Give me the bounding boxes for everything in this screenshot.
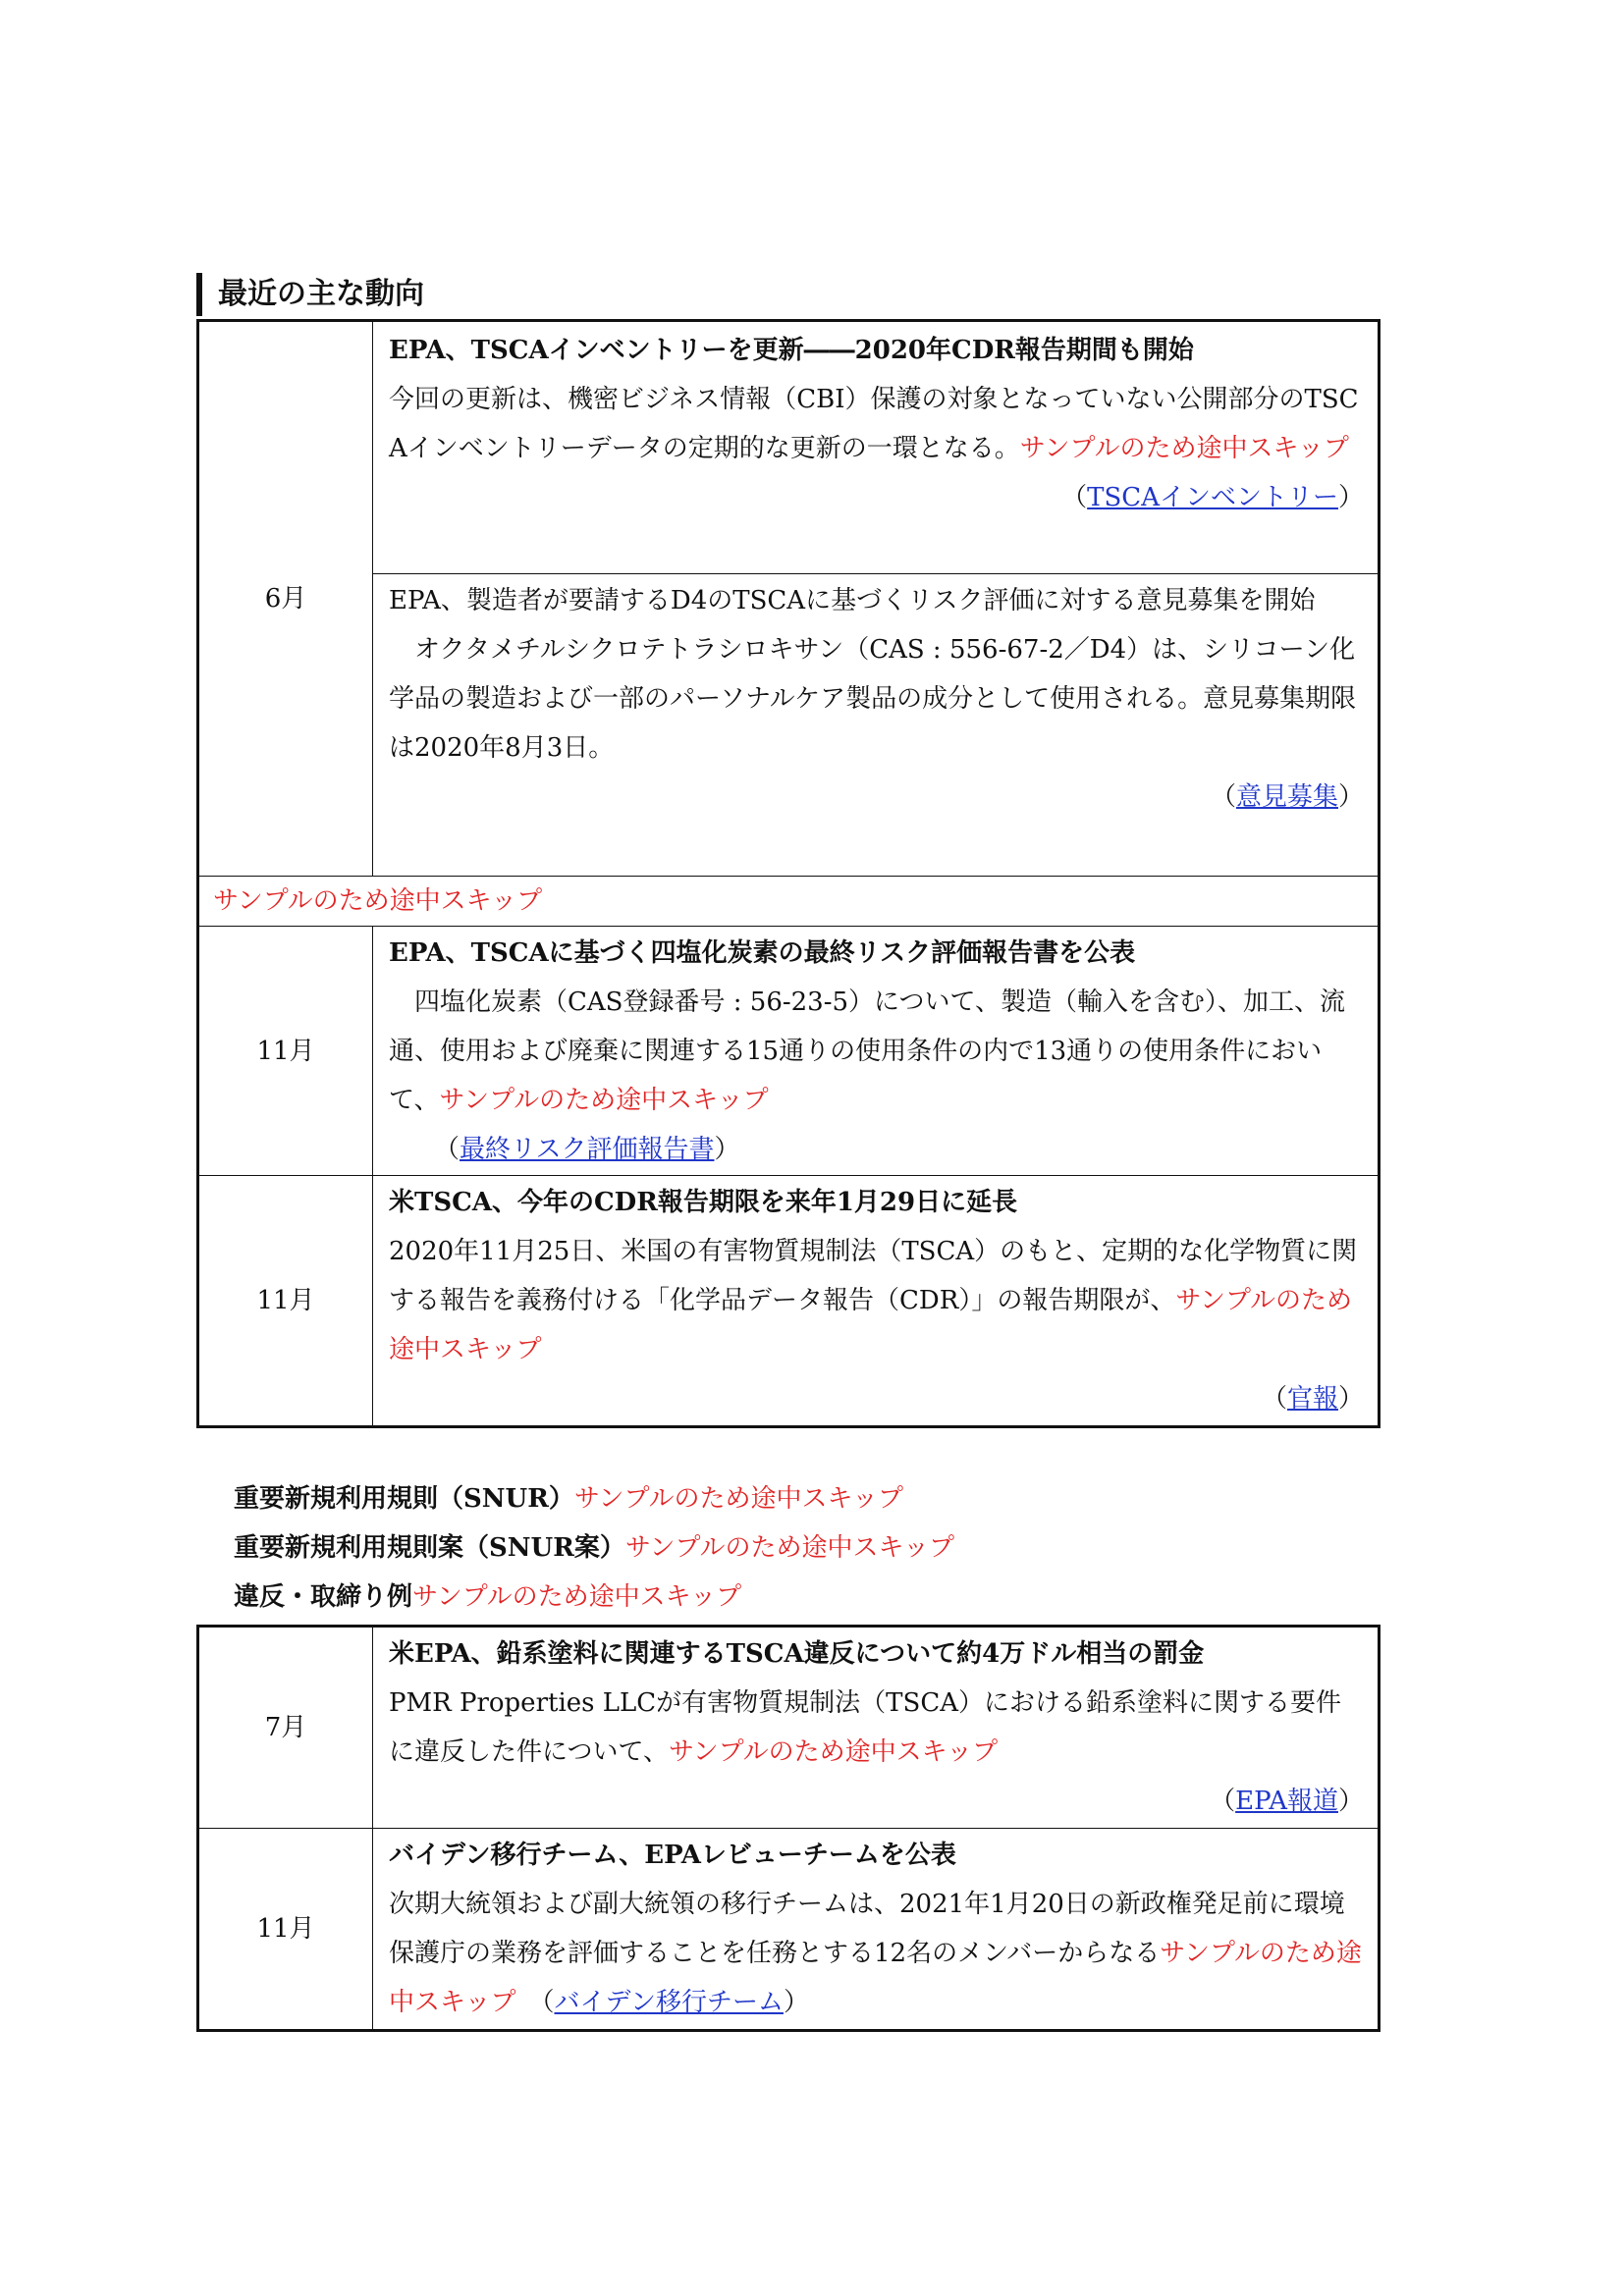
table-row	[198, 877, 1380, 927]
news-item	[373, 574, 1380, 877]
news-item-body: PMR Properties LLCが有害物質規制法（TSCA）における鉛系塗料に関する要件に違反した件について、サンプルのため途中スキップ	[389, 1688, 1341, 1767]
table-row	[198, 1176, 1380, 1427]
news-table-main	[196, 319, 1380, 1428]
biden-transition-link[interactable]: バイデン移行チーム	[554, 1988, 784, 2017]
news-item-body: 四塩化炭素（CAS登録番号 : 56-23-5）について、製造（輸入を含む）、加工、流通、使用および廃棄に関連する15通りの使用条件の内で13通りの使用条件において、サンプルのため途中スキップ	[389, 988, 1346, 1115]
month-cell: 11月	[198, 1176, 373, 1427]
sub-section-label: 重要新規利用規則（SNUR）	[234, 1484, 574, 1514]
sub-section-item	[234, 1523, 1373, 1573]
month-cell: 7月	[198, 1627, 373, 1829]
news-item-title: 米EPA、鉛系塗料に関連するTSCA違反について約4万ドル相当の罰金	[389, 1639, 1205, 1669]
news-item-title: バイデン移行チーム、EPAレビューチームを公表	[389, 1841, 956, 1870]
skip-note: サンプルのため途中スキップ	[439, 1086, 769, 1115]
epa-press-link[interactable]: EPA報道	[1235, 1787, 1338, 1816]
skip-note: サンプルのため途中スキップ	[624, 1533, 954, 1563]
table-row	[198, 1829, 1380, 2031]
sub-section-item	[234, 1573, 1373, 1622]
federal-register-link[interactable]: 官報	[1286, 1384, 1338, 1414]
table-row	[198, 574, 1380, 877]
news-item-title: EPA、製造者が要請するD4のTSCAに基づくリスク評価に対する意見募集を開始	[389, 586, 1316, 615]
news-item	[373, 1176, 1380, 1427]
skip-note: サンプルのため途中スキップ	[412, 1582, 742, 1612]
sub-section-label: 重要新規利用規則案（SNUR案）	[234, 1533, 625, 1563]
table-row	[198, 927, 1380, 1176]
news-table-violations	[196, 1625, 1380, 2032]
sub-section-item	[234, 1474, 1373, 1523]
news-item-title: EPA、TSCAインベントリーを更新――2020年CDR報告期間も開始	[389, 336, 1194, 365]
month-cell: 11月	[198, 927, 373, 1176]
news-item-body: オクタメチルシクロテトラシロキサン（CAS : 556-67-2／D4）は、シリコーン化学品の製造および一部のパーソナルケア製品の成分として使用される。意見募集期限は2020年8月3日。	[389, 635, 1357, 763]
table-row	[198, 1627, 1380, 1829]
table-row	[198, 321, 1380, 574]
link-line: （意見募集）	[1210, 782, 1364, 812]
section-heading: 最近の主な動向	[196, 273, 424, 316]
final-risk-report-link[interactable]: 最終リスク評価報告書	[460, 1135, 715, 1164]
news-item	[373, 1627, 1380, 1829]
news-item	[373, 1829, 1380, 2031]
skip-note: サンプルのため途中スキップ	[1019, 434, 1349, 463]
link-line: （最終リスク評価報告書）	[434, 1135, 740, 1164]
month-cell: 11月	[198, 1829, 373, 2031]
skip-row: サンプルのため途中スキップ	[198, 877, 1380, 927]
news-item	[373, 927, 1380, 1176]
skip-note: サンプルのため途中スキップ	[668, 1737, 999, 1767]
tsca-inventory-link[interactable]: TSCAインベントリー	[1087, 483, 1338, 512]
news-item-body: 今回の更新は、機密ビジネス情報（CBI）保護の対象となっていない公開部分のTSCAインベントリーデータの定期的な更新の一環となる。サンプルのため途中スキップ	[389, 385, 1359, 463]
link-line: （TSCAインベントリー）	[1061, 483, 1364, 512]
skip-note: サンプルのため途中スキップ	[573, 1484, 903, 1514]
skip-note: サンプルのため途中スキップ	[389, 1939, 1362, 2017]
sub-section-label: 違反・取締り例	[234, 1582, 413, 1612]
link-line: （EPA報道）	[1210, 1787, 1364, 1816]
news-item-body: 次期大統領および副大統領の移行チームは、2021年1月20日の新政権発足前に環境保護庁の業務を評価することを任務とする12名のメンバーからなるサンプルのため途中スキップ （バイデン移行チーム）	[389, 1890, 1362, 2017]
news-item-body: 2020年11月25日、米国の有害物質規制法（TSCA）のもと、定期的な化学物質に関する報告を義務付ける「化学品データ報告（CDR）」の報告期限が、サンプルのため途中スキップ	[389, 1237, 1358, 1364]
skip-note: サンプルのため途中スキップ	[389, 1286, 1352, 1364]
link-line: （官報）	[1261, 1384, 1364, 1414]
news-item	[373, 321, 1380, 574]
news-item-title: 米TSCA、今年のCDR報告期限を来年1月29日に延長	[389, 1188, 1018, 1217]
news-item-title: EPA、TSCAに基づく四塩化炭素の最終リスク評価報告書を公表	[389, 938, 1136, 968]
public-comment-link[interactable]: 意見募集	[1235, 782, 1338, 812]
month-cell: 6月	[198, 321, 373, 877]
sub-section-list	[234, 1474, 1373, 1622]
